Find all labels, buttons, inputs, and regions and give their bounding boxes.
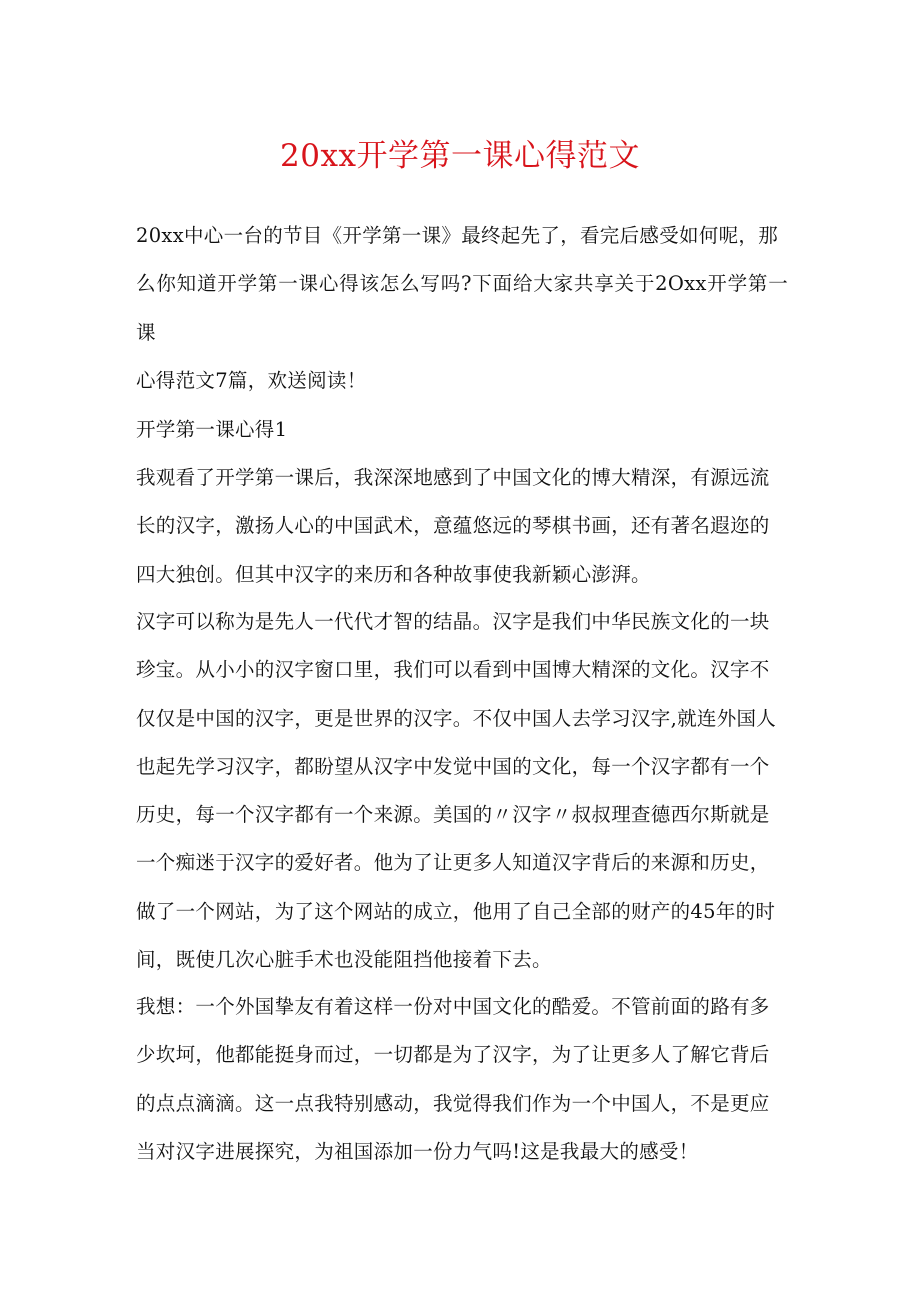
intro-paragraph: 20xx中心一台的节目《开学第一课》最终起先了，看完后感受如何呢，那 么你知道开学第一课心得该怎么写吗?下面给大家共享关于2Oxx开学第一课 心得范文7篇，欢送阅读！: [136, 224, 788, 392]
body-paragraph-3: 我想：一个外国挚友有着这样一份对中国文化的酷爱。不管前面的路有多 少坎坷，他都能挺身而过，一切都是为了汉字，为了让更多人了解它背后 的点点滴滴。这一点我特别感动，我觉得我们作为一个中国人，不是更应 当对汉字进展探究，为祖国添加一份力气吗!这是我最大的感受！: [136, 995, 770, 1163]
document-title: 20xx开学第一课心得范文: [280, 138, 640, 174]
body-paragraph-2: 汉字可以称为是先人一代代才智的结晶。汉字是我们中华民族文化的一块 珍宝。从小小的汉字窗口里，我们可以看到中国博大精深的文化。汉字不 仅仅是中国的汉字，更是世界的汉字。不仅中国人去学习汉字,就连外国人 也起先学习汉字，都盼望从汉字中发觉中国的文化，每一个汉字都有一个 历史，每一个汉字都有一个来源。美国的〃汉字〃叔叔理查德西尔斯就是 一个痴迷于汉字的爱好者。他为了让更多人知道汉字背后的来源和历史， 做了一个网站，为了这个网站的成立，他用了自己全部的财产的45年的时 间，既使几次心脏手术也没能阻挡他接着下去。: [136, 610, 777, 972]
body-paragraph-1: 我观看了开学第一课后，我深深地感到了中国文化的博大精深，有源远流 长的汉字，激扬人心的中国武术，意蕴悠远的琴棋书画，还有著名遐迩的 四大独创。但其中汉字的来历和各种故事使我新颖心澎湃。: [136, 466, 770, 586]
section-heading: 开学第一课心得1: [136, 418, 288, 441]
